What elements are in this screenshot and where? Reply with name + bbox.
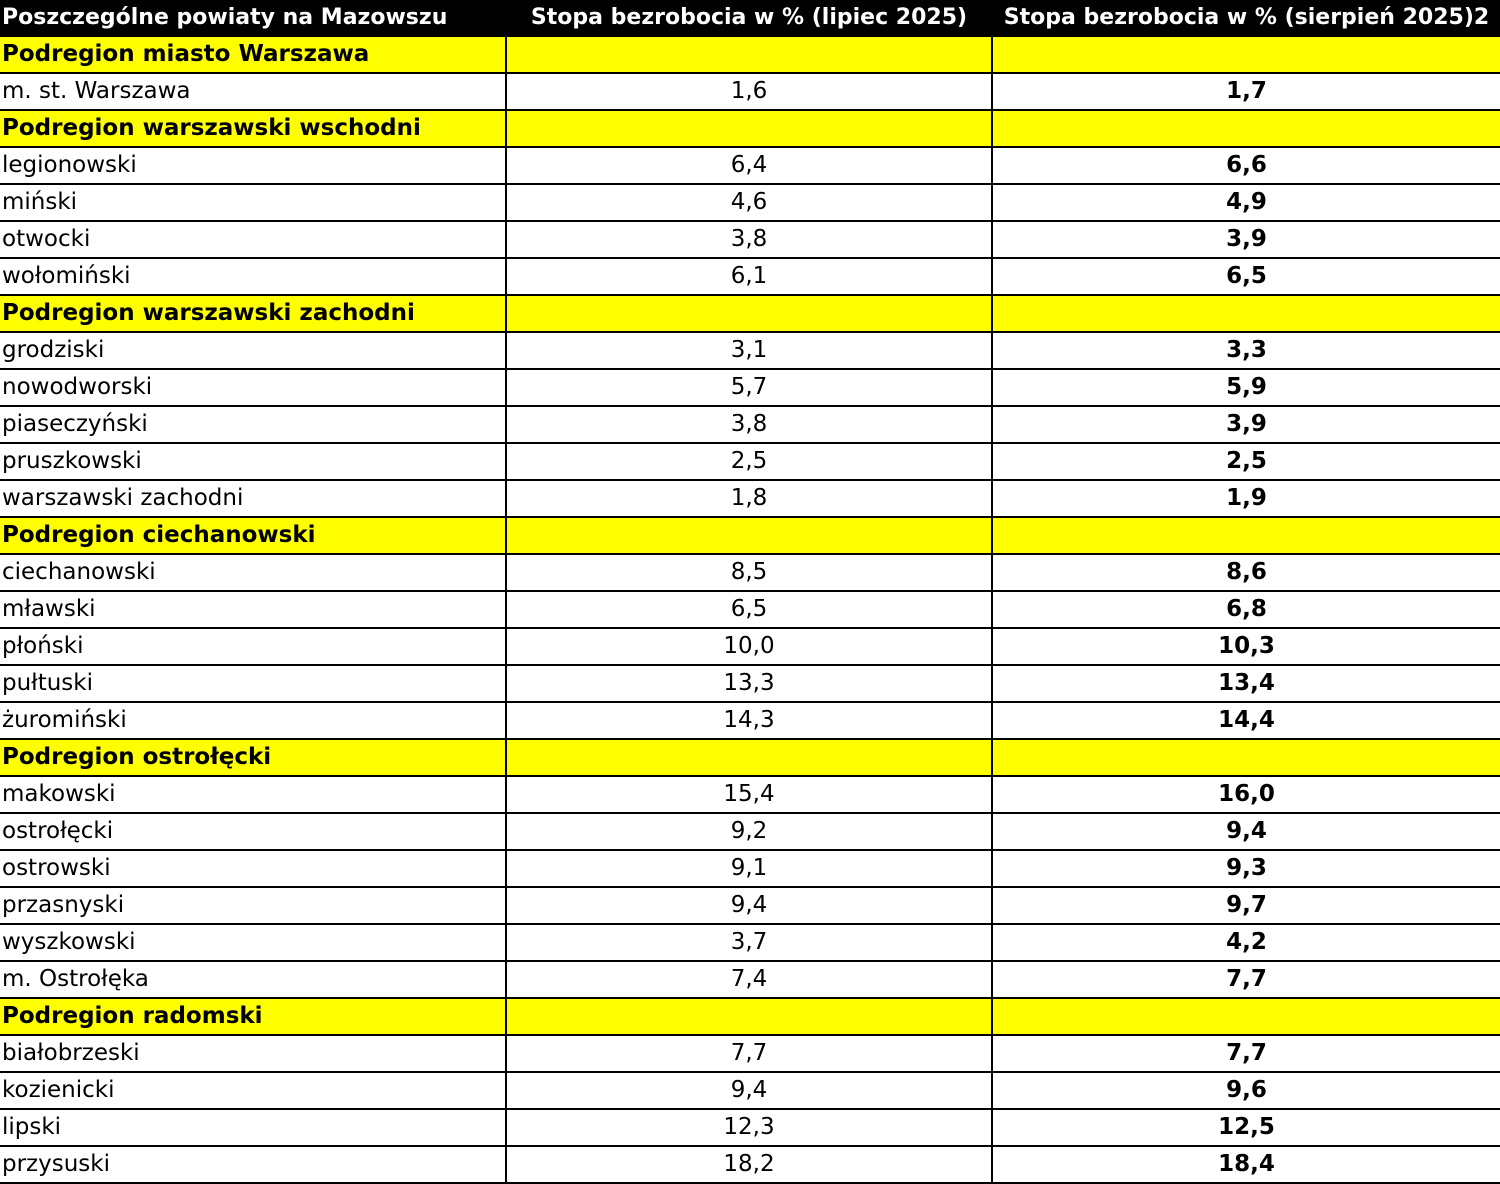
county-name: legionowski	[0, 147, 506, 184]
county-name: pruszkowski	[0, 443, 506, 480]
region-name: Podregion warszawski wschodni	[0, 110, 506, 147]
region-name: Podregion ostrołęcki	[0, 739, 506, 776]
region-row	[0, 998, 1500, 1035]
rate-august-cell: 13,4	[992, 665, 1500, 702]
rate-july-cell: 9,2	[506, 813, 992, 850]
rate-august-cell: 6,6	[992, 147, 1500, 184]
rate-august-cell: 1,7	[992, 73, 1500, 110]
rate-august-cell: 8,6	[992, 554, 1500, 591]
table-row	[0, 258, 1500, 295]
rate-august-cell: 2,5	[992, 443, 1500, 480]
rate-august-cell: 10,3	[992, 628, 1500, 665]
rate-july-cell: 8,5	[506, 554, 992, 591]
rate-august-cell: 14,4	[992, 702, 1500, 739]
rate-august-cell: 6,8	[992, 591, 1500, 628]
table-row	[0, 591, 1500, 628]
county-name: miński	[0, 184, 506, 221]
county-name: wyszkowski	[0, 924, 506, 961]
table-row	[0, 776, 1500, 813]
rate-july-cell	[506, 998, 992, 1035]
table-row	[0, 924, 1500, 961]
county-name: piaseczyński	[0, 406, 506, 443]
region-name: Podregion miasto Warszawa	[0, 36, 506, 73]
county-name: płoński	[0, 628, 506, 665]
rate-august-cell: 9,6	[992, 1072, 1500, 1109]
rate-august-cell: 9,3	[992, 850, 1500, 887]
rate-july-cell: 3,1	[506, 332, 992, 369]
rate-august-cell: 4,2	[992, 924, 1500, 961]
table-row	[0, 1146, 1500, 1183]
county-name: białobrzeski	[0, 1035, 506, 1072]
rate-august-cell: 3,9	[992, 221, 1500, 258]
table-row	[0, 813, 1500, 850]
rate-july-cell: 10,0	[506, 628, 992, 665]
rate-august-cell: 3,3	[992, 332, 1500, 369]
county-name: otwocki	[0, 221, 506, 258]
rate-august-cell: 1,9	[992, 480, 1500, 517]
rate-july-cell: 9,1	[506, 850, 992, 887]
county-name: m. Ostrołęka	[0, 961, 506, 998]
rate-august-cell	[992, 998, 1500, 1035]
rate-august-cell: 3,9	[992, 406, 1500, 443]
rate-august-cell: 7,7	[992, 961, 1500, 998]
rate-august-cell	[992, 739, 1500, 776]
rate-july-cell: 6,4	[506, 147, 992, 184]
table-row	[0, 1035, 1500, 1072]
table-row	[0, 221, 1500, 258]
rate-august-cell: 4,9	[992, 184, 1500, 221]
header-county: Poszczególne powiaty na Mazowszu	[0, 0, 506, 36]
rate-july-cell: 15,4	[506, 776, 992, 813]
rate-august-cell: 16,0	[992, 776, 1500, 813]
table-row	[0, 665, 1500, 702]
header-august-rate: Stopa bezrobocia w % (sierpień 2025)2	[992, 0, 1500, 36]
region-row	[0, 110, 1500, 147]
table-row	[0, 702, 1500, 739]
region-row	[0, 517, 1500, 554]
rate-july-cell: 1,6	[506, 73, 992, 110]
county-name: ostrołęcki	[0, 813, 506, 850]
rate-july-cell	[506, 739, 992, 776]
region-row	[0, 36, 1500, 73]
table-row	[0, 406, 1500, 443]
county-name: m. st. Warszawa	[0, 73, 506, 110]
county-name: przysuski	[0, 1146, 506, 1183]
rate-july-cell: 3,7	[506, 924, 992, 961]
county-name: mławski	[0, 591, 506, 628]
rate-august-cell: 7,7	[992, 1035, 1500, 1072]
table-row	[0, 73, 1500, 110]
county-name: ostrowski	[0, 850, 506, 887]
rate-august-cell	[992, 110, 1500, 147]
rate-august-cell: 5,9	[992, 369, 1500, 406]
table-header	[0, 0, 1500, 36]
rate-july-cell: 3,8	[506, 221, 992, 258]
rate-july-cell: 6,1	[506, 258, 992, 295]
rate-july-cell: 13,3	[506, 665, 992, 702]
rate-august-cell: 6,5	[992, 258, 1500, 295]
table-row	[0, 961, 1500, 998]
header-row	[0, 0, 1500, 36]
county-name: nowodworski	[0, 369, 506, 406]
rate-august-cell	[992, 517, 1500, 554]
table-row	[0, 850, 1500, 887]
rate-july-cell: 6,5	[506, 591, 992, 628]
table-row	[0, 1109, 1500, 1146]
rate-july-cell: 7,7	[506, 1035, 992, 1072]
table-row	[0, 147, 1500, 184]
region-name: Podregion radomski	[0, 998, 506, 1035]
rate-august-cell: 9,4	[992, 813, 1500, 850]
table-row	[0, 443, 1500, 480]
rate-august-cell: 9,7	[992, 887, 1500, 924]
county-name: warszawski zachodni	[0, 480, 506, 517]
county-name: ciechanowski	[0, 554, 506, 591]
county-name: wołomiński	[0, 258, 506, 295]
county-name: lipski	[0, 1109, 506, 1146]
table-body	[0, 36, 1500, 1183]
table-row	[0, 628, 1500, 665]
rate-july-cell	[506, 110, 992, 147]
region-row	[0, 295, 1500, 332]
rate-july-cell: 12,3	[506, 1109, 992, 1146]
table-row	[0, 369, 1500, 406]
rate-july-cell: 7,4	[506, 961, 992, 998]
rate-august-cell: 18,4	[992, 1146, 1500, 1183]
county-name: przasnyski	[0, 887, 506, 924]
rate-july-cell: 4,6	[506, 184, 992, 221]
rate-august-cell: 12,5	[992, 1109, 1500, 1146]
table-row	[0, 480, 1500, 517]
rate-august-cell	[992, 295, 1500, 332]
rate-july-cell: 3,8	[506, 406, 992, 443]
table-row	[0, 1072, 1500, 1109]
rate-july-cell: 9,4	[506, 1072, 992, 1109]
table-row	[0, 332, 1500, 369]
rate-july-cell: 2,5	[506, 443, 992, 480]
rate-july-cell	[506, 36, 992, 73]
table-row	[0, 887, 1500, 924]
region-row	[0, 739, 1500, 776]
rate-july-cell: 1,8	[506, 480, 992, 517]
table-row	[0, 184, 1500, 221]
county-name: pułtuski	[0, 665, 506, 702]
rate-july-cell: 18,2	[506, 1146, 992, 1183]
region-name: Podregion ciechanowski	[0, 517, 506, 554]
region-name: Podregion warszawski zachodni	[0, 295, 506, 332]
rate-july-cell: 5,7	[506, 369, 992, 406]
rate-july-cell: 14,3	[506, 702, 992, 739]
header-july-rate: Stopa bezrobocia w % (lipiec 2025)	[506, 0, 992, 36]
table-row	[0, 554, 1500, 591]
county-name: kozienicki	[0, 1072, 506, 1109]
rate-july-cell	[506, 295, 992, 332]
county-name: makowski	[0, 776, 506, 813]
rate-july-cell	[506, 517, 992, 554]
rate-july-cell: 9,4	[506, 887, 992, 924]
county-name: żuromiński	[0, 702, 506, 739]
county-name: grodziski	[0, 332, 506, 369]
rate-august-cell	[992, 36, 1500, 73]
